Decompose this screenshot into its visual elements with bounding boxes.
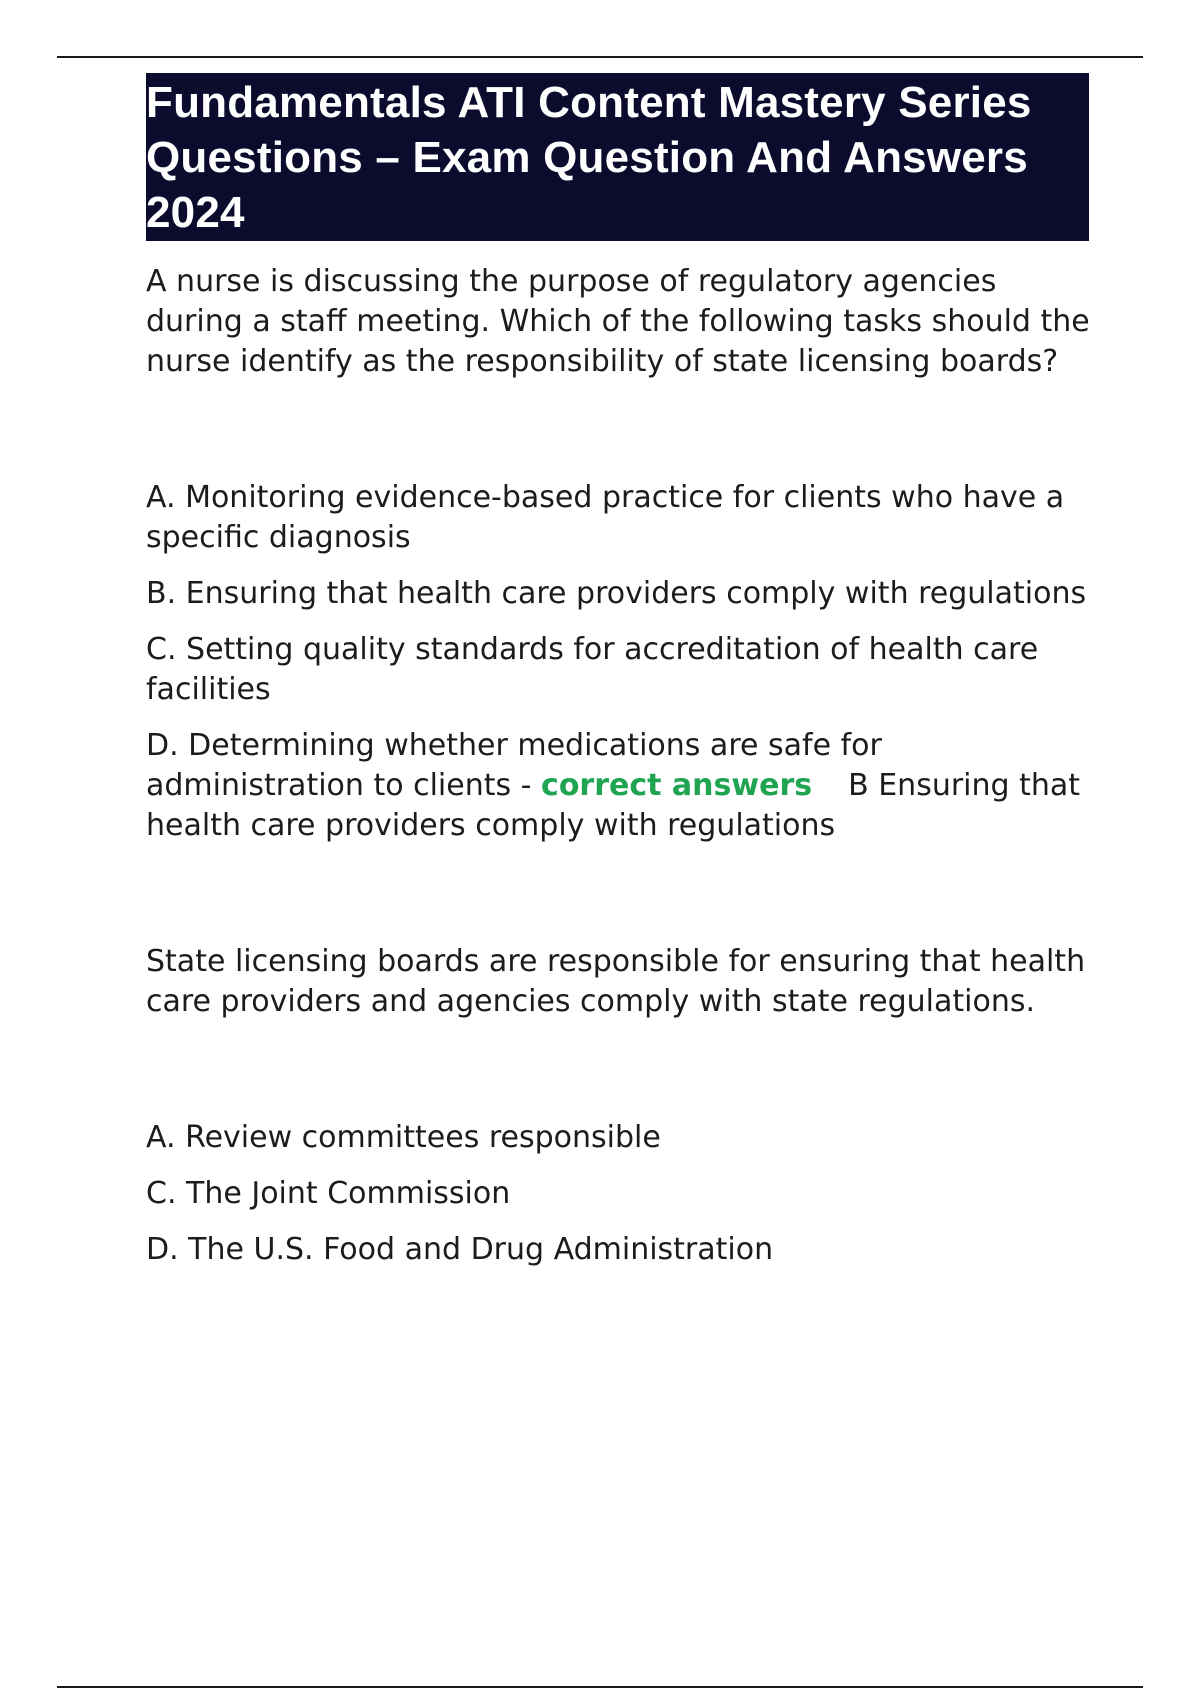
question-text: A nurse is discussing the purpose of regulatory agencies during a staff meeting. Which of the following tasks should the nurse identify as the responsibility of state licensing boards? [146, 264, 1090, 379]
alt-option-a: A. Review committees responsible [146, 1120, 661, 1155]
option-d-text: D. Determining whether medications are safe for administration to clients - [146, 728, 882, 803]
top-rule [57, 56, 1143, 58]
title-banner [146, 73, 1089, 241]
explanation-text: State licensing boards are responsible for ensuring that health care providers and agencies comply with state regulations. [146, 944, 1086, 1019]
option-c: C. Setting quality standards for accreditation of health care facilities [146, 632, 1039, 707]
option-a: A. Monitoring evidence-based practice for clients who have a specific diagnosis [146, 480, 1065, 555]
option-d-with-answer [146, 726, 1096, 846]
bottom-rule [57, 1686, 1143, 1688]
correct-answers-label: correct answers [541, 768, 813, 803]
alt-option-d: D. The U.S. Food and Drug Administration [146, 1232, 774, 1267]
option-b: B. Ensuring that health care providers comply with regulations [146, 576, 1087, 611]
alt-option-c: C. The Joint Commission [146, 1176, 511, 1211]
document-body [146, 262, 1096, 1286]
correct-answer-text: B Ensuring that health care providers comply with regulations [146, 768, 1081, 843]
document-title: Fundamentals ATI Content Mastery Series Questions – Exam Question And Answers 2024 [146, 78, 1032, 237]
